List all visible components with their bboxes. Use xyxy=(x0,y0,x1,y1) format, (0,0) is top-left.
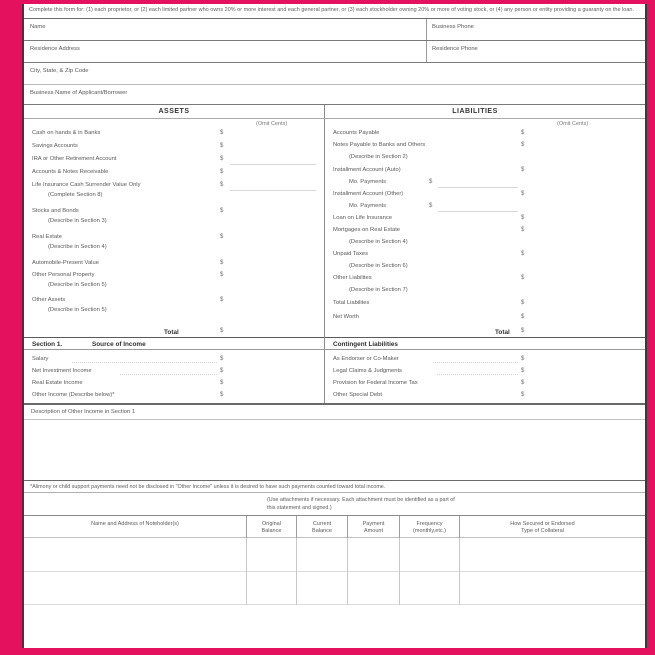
liability-label: Total Liabilites xyxy=(333,299,370,306)
field-row-residence-address[interactable] xyxy=(24,41,645,63)
assets-total-label: Total xyxy=(164,328,179,336)
dollar-sign: $ xyxy=(521,129,525,136)
dotted-leader xyxy=(72,362,217,363)
income-contingent-rows xyxy=(24,350,645,404)
asset-label: Other Personal Property xyxy=(32,271,95,278)
noteholder-table xyxy=(24,515,645,605)
contingent-label: As Endorser or Co-Maker xyxy=(333,355,399,362)
dollar-sign: $ xyxy=(220,379,224,386)
dollar-sign: $ xyxy=(521,367,525,374)
col-header-line1: Payment xyxy=(362,520,385,527)
table-row[interactable] xyxy=(24,538,645,572)
col-header-line1: Original xyxy=(262,520,281,527)
col-header-line2: Amount xyxy=(364,528,383,535)
liability-sublabel: Mo. Payments xyxy=(349,202,387,209)
amount-underline xyxy=(230,164,316,165)
dollar-sign: $ xyxy=(220,207,224,214)
income-label: Net Investment Income xyxy=(32,367,92,374)
col-header-line2: Type of Collateral xyxy=(521,528,564,535)
col-header-line2: Balance xyxy=(312,528,332,535)
alimony-footnote xyxy=(24,480,645,493)
liability-label: Notes Payable to Banks and Others xyxy=(333,141,426,148)
field-row-name[interactable] xyxy=(24,19,645,41)
dollar-sign: $ xyxy=(521,141,525,148)
liability-label: Accounts Payable xyxy=(333,129,380,136)
liabilities-header xyxy=(325,105,625,119)
assets-liabilities-section xyxy=(24,105,645,337)
label-business-phone: Business Phone xyxy=(432,23,474,30)
dollar-sign: $ xyxy=(521,226,525,233)
asset-label: Automobile-Present Value xyxy=(32,259,99,266)
dollar-sign: $ xyxy=(220,259,224,266)
asset-sublabel: (Describe in Section 5) xyxy=(48,306,107,313)
asset-label: Life Insurance Cash Surrender Value Only xyxy=(32,181,141,188)
liability-label: Installment Account (Other) xyxy=(333,190,404,197)
liability-label: Installment Account (Auto) xyxy=(333,166,401,173)
asset-label: Stocks and Bonds xyxy=(32,207,79,214)
label-name: Name xyxy=(30,23,46,30)
amount-underline xyxy=(438,187,518,188)
column-divider xyxy=(347,538,348,572)
contingent-label: Legal Claims & Judgments xyxy=(333,367,402,374)
liabilities-omit-wrap xyxy=(325,119,625,130)
column-divider xyxy=(459,572,460,605)
dollar-sign: $ xyxy=(220,168,224,175)
dollar-sign: $ xyxy=(220,355,224,362)
col-header-frequency xyxy=(400,521,459,536)
dollar-sign: $ xyxy=(220,181,224,188)
dollar-sign: $ xyxy=(521,355,525,362)
column-divider xyxy=(246,572,247,605)
column-divider xyxy=(296,538,297,572)
col-header-line1: Current xyxy=(312,520,332,527)
liabilities-omit-cents: (Omit Cents) xyxy=(557,120,589,127)
col-header-how-secured xyxy=(460,521,625,536)
column-divider xyxy=(399,572,400,605)
liability-sublabel: (Describe in Section 4) xyxy=(349,238,408,245)
attachment-note-line1: (Use attachments if necessary. Each attachment must be identified as a part of xyxy=(267,496,455,503)
column-divider xyxy=(459,538,460,572)
form-instructions: Complete this form for: (1) each proprietor, or (2) each limited partner who owns 20% or more interest and each general partner, or (3) each stockholder owning 20% or more of voting stock, or (4) any person or entity providing a guaranty on the loan. xyxy=(24,4,645,19)
noteholder-table-header xyxy=(24,516,645,538)
income-label: Real Estate Income xyxy=(32,379,83,386)
col-header-current-balance xyxy=(297,521,347,536)
col-header-line2: (monthly,etc.) xyxy=(413,528,446,535)
dollar-sign: $ xyxy=(220,367,224,374)
assets-omit-wrap xyxy=(24,119,324,130)
dollar-sign: $ xyxy=(521,391,525,398)
liability-label: Mortgages on Real Estate xyxy=(333,226,401,233)
omit-cents-row xyxy=(24,119,645,130)
dotted-leader xyxy=(120,374,217,375)
assets-omit-cents: (Omit Cents) xyxy=(256,120,288,127)
attachment-note-text xyxy=(267,496,455,512)
divider xyxy=(426,19,427,40)
dollar-sign: $ xyxy=(220,233,224,240)
dollar-sign: $ xyxy=(521,250,525,257)
col-header-original-balance xyxy=(247,521,296,536)
amount-underline xyxy=(230,190,316,191)
field-row-business-name[interactable] xyxy=(24,85,645,105)
source-of-income-list xyxy=(24,350,324,403)
description-other-income-box[interactable] xyxy=(24,404,645,480)
dollar-sign: $ xyxy=(521,327,525,334)
liability-label: Net Worth xyxy=(333,313,359,320)
dollar-sign: $ xyxy=(429,202,433,209)
contingent-title: Contingent Liabilities xyxy=(333,340,398,348)
col-header-payment-amount xyxy=(348,521,399,536)
liability-sublabel: (Describe in Section 6) xyxy=(349,262,408,269)
label-residence-address: Residence Address xyxy=(30,45,80,52)
column-divider xyxy=(347,572,348,605)
asset-label: Savings Accounts xyxy=(32,142,78,149)
dollar-sign: $ xyxy=(220,271,224,278)
dollar-sign: $ xyxy=(220,327,224,334)
liabilities-title: LIABILITIES xyxy=(452,107,498,115)
asset-sublabel: (Describe in Section 4) xyxy=(48,243,107,250)
dollar-sign: $ xyxy=(220,391,224,398)
liability-sublabel: (Describe in Section 7) xyxy=(349,286,408,293)
dollar-sign: $ xyxy=(521,299,525,306)
dollar-sign: $ xyxy=(521,313,525,320)
amount-underline xyxy=(438,211,518,212)
liability-label: Other Liabilites xyxy=(333,274,372,281)
header-fields xyxy=(24,19,645,105)
col-header-line2: Balance xyxy=(261,528,282,535)
asset-label: IRA or Other Retirement Account xyxy=(32,155,117,162)
assets-liabilities-headers xyxy=(24,105,645,119)
column-divider xyxy=(246,538,247,572)
label-residence-phone: Residence Phone xyxy=(432,45,478,52)
divider xyxy=(426,41,427,62)
section1-contingent-band xyxy=(24,337,645,350)
column-divider xyxy=(324,337,325,350)
form-sheet xyxy=(22,4,647,648)
dollar-sign: $ xyxy=(429,178,433,185)
liability-sublabel: (Describe in Section 2) xyxy=(349,153,408,160)
asset-label: Real Estate xyxy=(32,233,62,240)
income-label: Other Income (Describe below)* xyxy=(32,391,115,398)
attachment-note xyxy=(24,493,645,515)
assets-title: ASSETS xyxy=(158,107,190,115)
liability-label: Unpaid Taxes xyxy=(333,250,369,257)
col-header-noteholder xyxy=(24,521,246,528)
col-header-line1: Frequency xyxy=(416,520,443,527)
dollar-sign: $ xyxy=(521,274,525,281)
col-header-line1: Name and Address of Noteholder(s) xyxy=(91,520,179,527)
attachment-note-line2: this statement and signed.) xyxy=(267,505,332,512)
label-business-name: Business Name of Applicant/Borrower xyxy=(30,89,128,96)
col-header-line1: How Secured or Endorsed xyxy=(510,520,575,527)
asset-sublabel: (Describe in Section 5) xyxy=(48,281,107,288)
section1-title: Source of Income xyxy=(92,340,146,348)
liabilities-total-label: Total xyxy=(495,328,510,336)
asset-label: Accounts & Notes Receivable xyxy=(32,168,109,175)
table-row[interactable] xyxy=(24,572,645,605)
dollar-sign: $ xyxy=(220,296,224,303)
income-label: Salary xyxy=(32,355,49,362)
section1-number: Section 1. xyxy=(32,340,63,348)
dotted-leader xyxy=(433,362,518,363)
asset-sublabel: (Describe in Section 3) xyxy=(48,217,107,224)
dotted-leader xyxy=(437,374,518,375)
dollar-sign: $ xyxy=(220,155,224,162)
dollar-sign: $ xyxy=(220,129,224,136)
contingent-liabilities-list xyxy=(325,350,625,403)
assets-list xyxy=(24,130,324,337)
description-label: Description of Other Income in Section 1 xyxy=(31,408,136,415)
asset-label: Other Assets xyxy=(32,296,66,303)
dollar-sign: $ xyxy=(521,379,525,386)
asset-sublabel: (Complete Section 8) xyxy=(48,191,103,198)
dollar-sign: $ xyxy=(521,214,525,221)
divider xyxy=(24,419,645,420)
dollar-sign: $ xyxy=(521,166,525,173)
contingent-label: Other Special Debt xyxy=(333,391,382,398)
dollar-sign: $ xyxy=(521,190,525,197)
field-row-city-state-zip[interactable] xyxy=(24,63,645,85)
contingent-label: Provision for Federal Income Tax xyxy=(333,379,418,386)
assets-header xyxy=(24,105,324,119)
liability-sublabel: Mo. Payments xyxy=(349,178,387,185)
liability-label: Loan on Life Insurance xyxy=(333,214,392,221)
liabilities-list xyxy=(325,130,625,337)
column-divider xyxy=(399,538,400,572)
footnote-text: *Alimony or child support payments need not be disclosed in "Other Income" unless it is desired to have such payments counted toward total income. xyxy=(30,484,386,491)
label-city-state-zip: City, State, & Zip Code xyxy=(30,67,89,74)
dollar-sign: $ xyxy=(220,142,224,149)
column-divider xyxy=(296,572,297,605)
asset-label: Cash on hands & in Banks xyxy=(32,129,101,136)
